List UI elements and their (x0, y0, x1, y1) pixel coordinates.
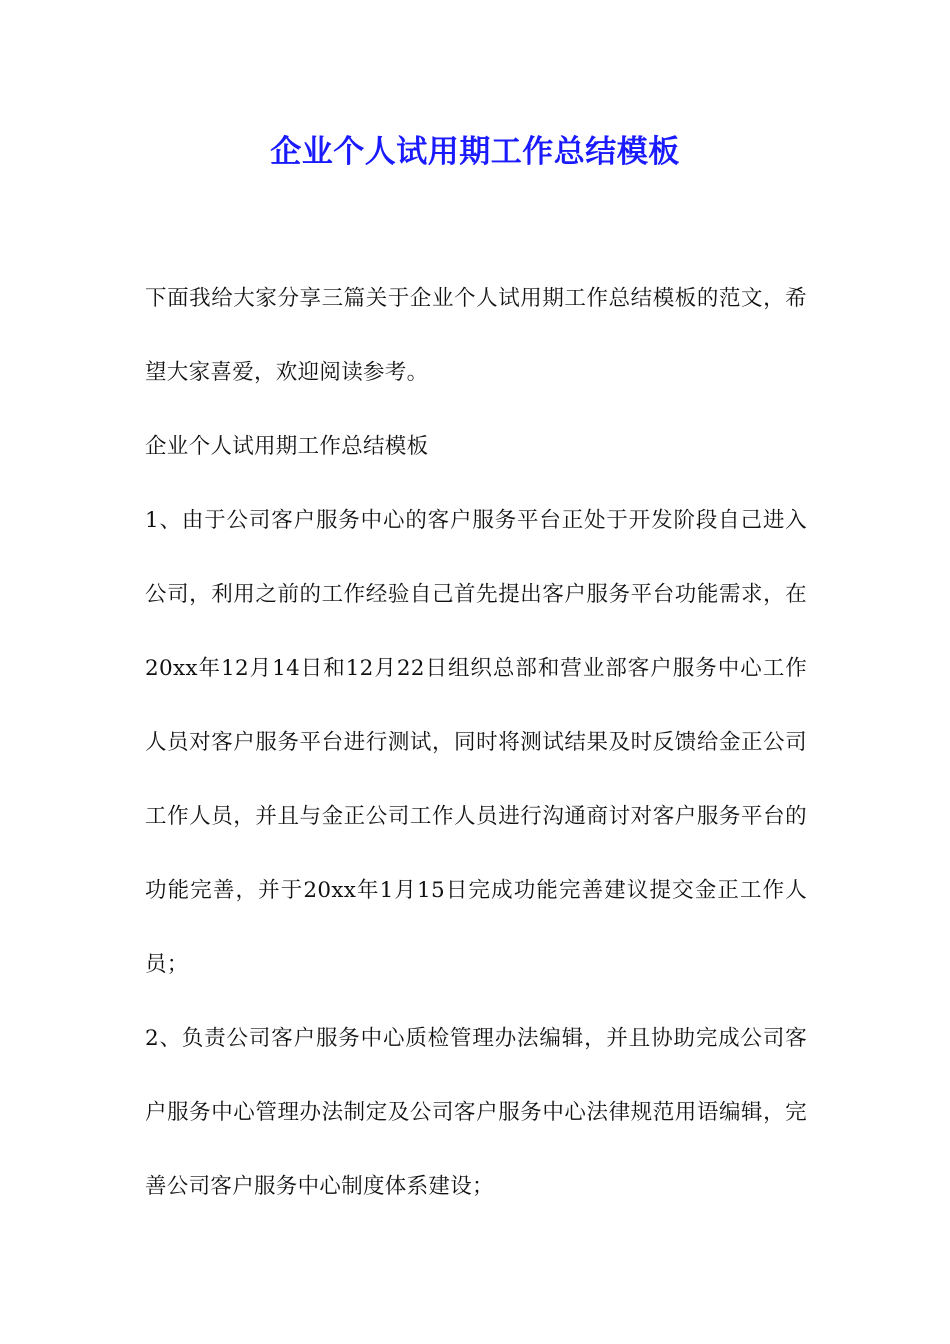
intro-paragraph: 下面我给大家分享三篇关于企业个人试用期工作总结模板的范文，希望大家喜爱，欢迎阅读参考。 (145, 286, 807, 385)
item-paragraph-1: 1、由于公司客户服务中心的客户服务平台正处于开发阶段自己进入公司，利用之前的工作经验自己首先提出客户服务平台功能需求，在20xx年12月14日和12月22日组织总部和营业部客户服务中心工作人员对客户服务平台进行测试，同时将测试结果及时反馈给金正公司工作人员，并且与金正公司工作人员进行沟通商讨对客户服务平台的功能完善，并于20xx年1月15日完成功能完善建议提交金正工作人员； (145, 508, 807, 977)
document-title: 企业个人试用期工作总结模板 (270, 134, 680, 170)
section-heading: 企业个人试用期工作总结模板 (145, 434, 429, 459)
item-paragraph-2: 2、负责公司客户服务中心质检管理办法编辑，并且协助完成公司客户服务中心管理办法制定及公司客户服务中心法律规范用语编辑，完善公司客户服务中心制度体系建设； (145, 1026, 807, 1199)
document-body (145, 262, 807, 1224)
